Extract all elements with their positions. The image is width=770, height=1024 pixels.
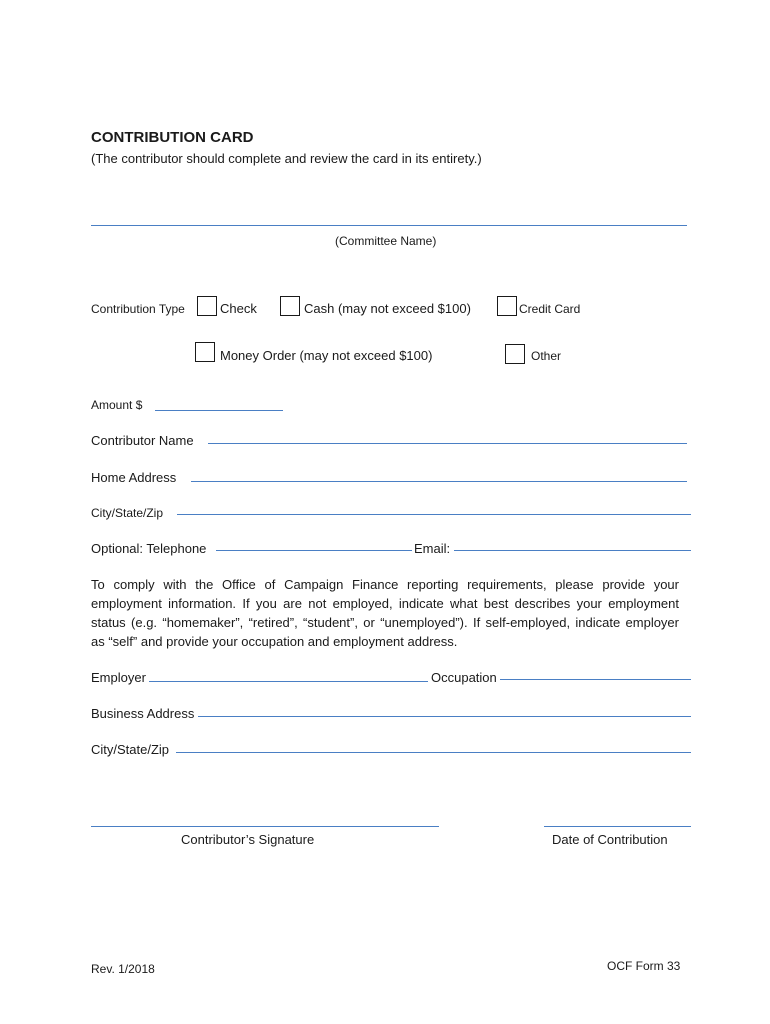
employer-field[interactable] bbox=[149, 681, 428, 682]
date-of-contribution-field[interactable] bbox=[544, 826, 691, 827]
business-address-field[interactable] bbox=[198, 716, 691, 717]
occupation-field[interactable] bbox=[500, 679, 691, 680]
form-title: CONTRIBUTION CARD bbox=[91, 129, 254, 146]
business-city-state-zip-label: City/State/Zip bbox=[91, 742, 170, 757]
contributor-signature-caption: Contributor’s Signature bbox=[181, 832, 315, 847]
form-subtitle: (The contributor should complete and review the card in its entirety.) bbox=[91, 151, 482, 166]
city-state-zip-label: City/State/Zip bbox=[91, 506, 164, 520]
money-order-label: Money Order (may not exceed $100) bbox=[220, 348, 433, 363]
email-label: Email: bbox=[414, 541, 451, 556]
telephone-field[interactable] bbox=[216, 550, 412, 551]
other-label: Other bbox=[531, 349, 562, 363]
city-state-zip-field[interactable] bbox=[177, 514, 691, 515]
home-address-field[interactable] bbox=[191, 481, 687, 482]
employment-notice: To comply with the Office of Campaign Finance reporting requirements, please provide your employment information. If you are not employed, indicate what best describes your employment status (e.g. “homemaker”, “retired”, “student”, or “unemployed”). If self-employed, indicate employer as “self” and provide your occupation and employment address. bbox=[91, 577, 679, 649]
money-order-checkbox[interactable] bbox=[195, 342, 215, 362]
contributor-name-field[interactable] bbox=[208, 443, 687, 444]
telephone-label: Optional: Telephone bbox=[91, 541, 207, 556]
occupation-label: Occupation bbox=[431, 670, 497, 685]
email-field[interactable] bbox=[454, 550, 691, 551]
credit-card-label: Credit Card bbox=[519, 302, 581, 316]
employer-label: Employer bbox=[91, 670, 146, 685]
amount-field[interactable] bbox=[155, 410, 283, 411]
business-address-label: Business Address bbox=[91, 706, 195, 721]
committee-name-field[interactable] bbox=[91, 225, 687, 226]
other-checkbox[interactable] bbox=[505, 344, 525, 364]
cash-checkbox[interactable] bbox=[280, 296, 300, 316]
check-label: Check bbox=[220, 301, 257, 316]
contributor-signature-field[interactable] bbox=[91, 826, 439, 827]
home-address-label: Home Address bbox=[91, 470, 177, 485]
committee-name-caption: (Committee Name) bbox=[335, 234, 437, 248]
amount-label: Amount $ bbox=[91, 398, 143, 412]
cash-label: Cash (may not exceed $100) bbox=[304, 301, 471, 316]
contribution-type-label: Contribution Type bbox=[91, 302, 185, 316]
business-city-state-zip-field[interactable] bbox=[176, 752, 691, 753]
date-of-contribution-caption: Date of Contribution bbox=[552, 832, 668, 847]
check-checkbox[interactable] bbox=[197, 296, 217, 316]
contributor-name-label: Contributor Name bbox=[91, 433, 194, 448]
revision-date: Rev. 1/2018 bbox=[91, 962, 155, 976]
credit-card-checkbox[interactable] bbox=[497, 296, 517, 316]
form-number: OCF Form 33 bbox=[607, 959, 681, 973]
